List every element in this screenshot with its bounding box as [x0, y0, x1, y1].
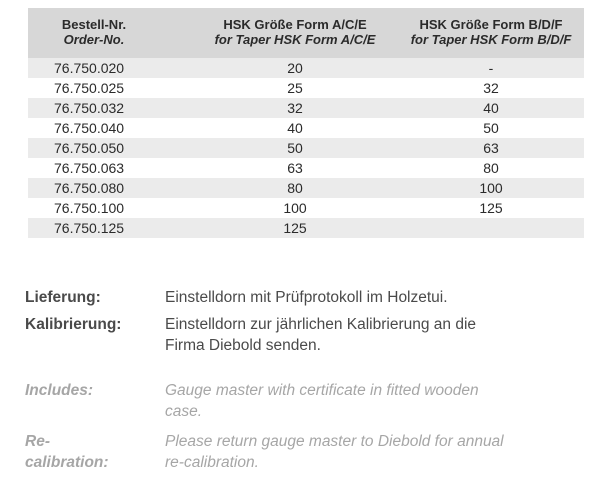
order-table	[28, 8, 584, 238]
taper-ace-cell: 32	[287, 100, 303, 116]
table-row	[28, 198, 584, 218]
taper-ace-cell: 100	[283, 200, 307, 216]
taper-ace-cell: 20	[287, 60, 303, 76]
includes-text-line-2: case.	[165, 403, 203, 420]
order-number-cell: 76.750.100	[54, 200, 125, 216]
table-row	[28, 98, 584, 118]
taper-bdf-cell: 125	[479, 200, 503, 216]
recalibration-text	[165, 431, 565, 473]
taper-bdf-cell: 50	[483, 120, 499, 136]
table-row	[28, 158, 584, 178]
order-number-cell: 76.750.032	[54, 100, 125, 116]
header-taper-bdf-en: for Taper HSK Form B/D/F	[410, 32, 572, 47]
order-number-cell: 76.750.020	[54, 60, 125, 76]
taper-bdf-cell: 32	[483, 80, 499, 96]
taper-bdf-cell: -	[488, 60, 494, 76]
kalibrierung-text-line-1: Einstelldorn zur jährlichen Kalibrierung an die	[165, 316, 477, 333]
lieferung-text: Einstelldorn mit Prüfprotokoll im Holzetui.	[165, 289, 448, 306]
order-number-cell: 76.750.125	[54, 220, 125, 236]
table-row	[28, 78, 584, 98]
header-order-number-de: Bestell-Nr.	[61, 17, 127, 32]
taper-ace-cell: 25	[287, 80, 303, 96]
header-taper-bdf	[398, 17, 584, 47]
header-order-number	[28, 17, 160, 47]
taper-ace-cell: 50	[287, 140, 303, 156]
table-row	[28, 218, 584, 238]
taper-ace-cell: 40	[287, 120, 303, 136]
recalibration-text-line-1: Please return gauge master to Diebold for annual	[165, 433, 504, 450]
taper-bdf-cell: 40	[483, 100, 499, 116]
taper-bdf-cell: 63	[483, 140, 499, 156]
order-number-cell: 76.750.063	[54, 160, 125, 176]
recalibration-text-line-2: re-calibration.	[165, 454, 259, 471]
order-number-cell: 76.750.040	[54, 120, 125, 136]
includes-text-line-1: Gauge master with certificate in fitted wooden	[165, 382, 479, 399]
order-number-cell: 76.750.025	[54, 80, 125, 96]
header-taper-ace-de: HSK Größe Form A/C/E	[223, 17, 367, 32]
header-order-number-en: Order-No.	[63, 32, 125, 47]
taper-bdf-cell: 100	[479, 180, 503, 196]
includes-text	[165, 380, 565, 422]
table-row	[28, 58, 584, 78]
order-number-cell: 76.750.050	[54, 140, 125, 156]
header-taper-bdf-de: HSK Größe Form B/D/F	[419, 17, 563, 32]
table-row	[28, 138, 584, 158]
table-header	[28, 8, 584, 58]
taper-ace-cell: 125	[283, 220, 307, 236]
order-number-cell: 76.750.080	[54, 180, 125, 196]
taper-bdf-cell: 80	[483, 160, 499, 176]
lieferung-label: Lieferung:	[25, 289, 101, 306]
kalibrierung-label: Kalibrierung:	[25, 316, 122, 333]
kalibrierung-text-line-2: Firma Diebold senden.	[165, 337, 321, 354]
includes-label: Includes:	[25, 382, 94, 399]
recalibration-label: Re-calibration:	[25, 433, 109, 471]
header-taper-ace-en: for Taper HSK Form A/C/E	[214, 32, 376, 47]
header-taper-ace	[200, 17, 390, 47]
taper-ace-cell: 63	[287, 160, 303, 176]
table-body	[28, 58, 584, 238]
table-row	[28, 178, 584, 198]
kalibrierung-text	[165, 314, 565, 356]
table-row	[28, 118, 584, 138]
taper-ace-cell: 80	[287, 180, 303, 196]
